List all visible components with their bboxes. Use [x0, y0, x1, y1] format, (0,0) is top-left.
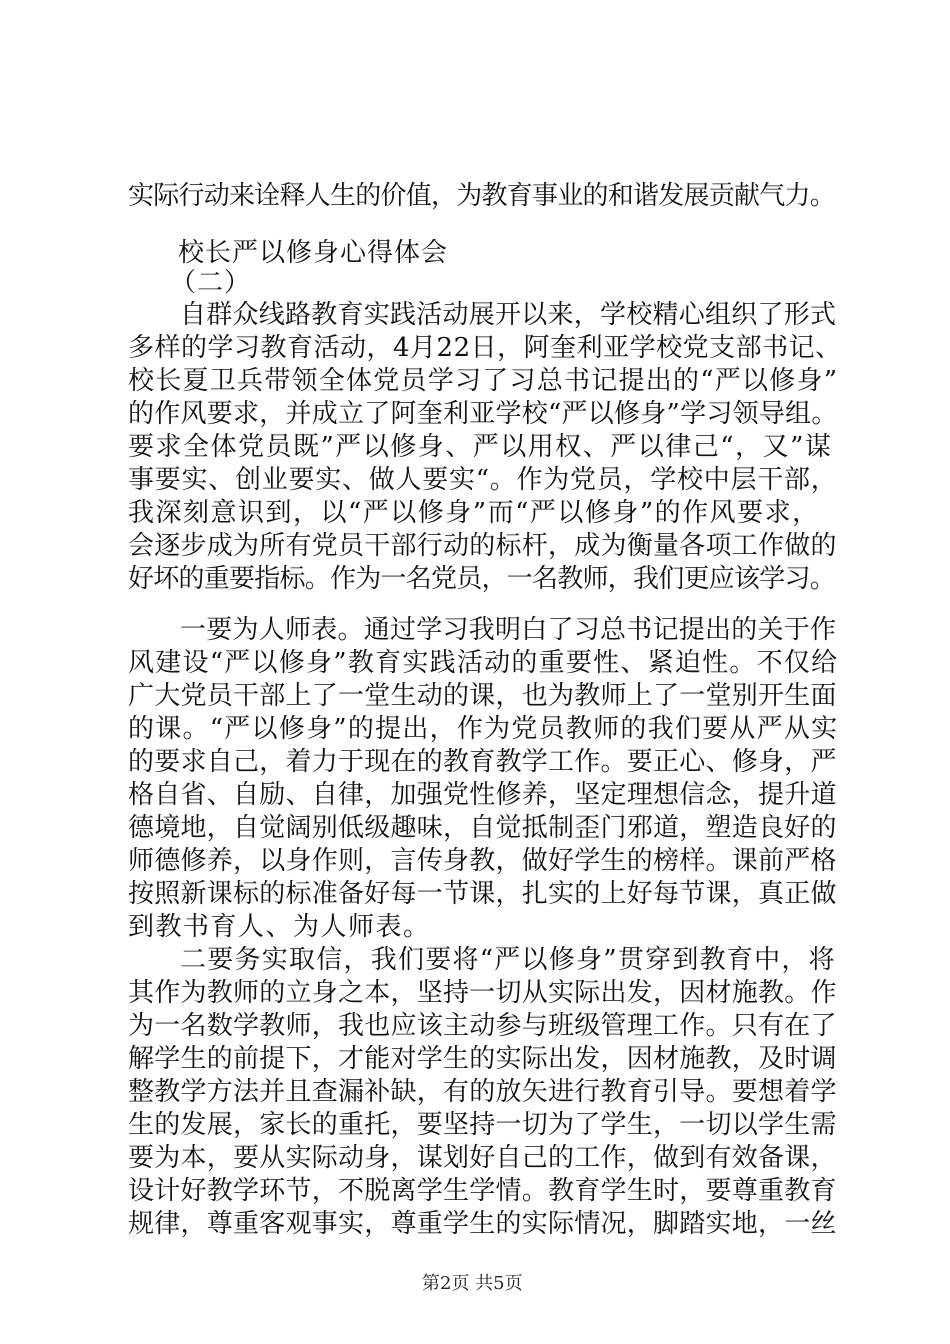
article-number: （二）: [170, 268, 252, 298]
paragraph-2-line: 一要为人师表。通过学习我明白了习总书记提出的关于作: [180, 615, 837, 645]
paragraph-2-line: 师德修养，以身作则，言传身教，做好学生的榜样。课前严格: [128, 846, 837, 876]
paragraph-2-line: 到教书育人、为人师表。: [128, 912, 431, 942]
paragraph-2-line: 按照新课标的标准备好每一节课，扎实的上好每节课，真正做: [128, 879, 837, 909]
paragraph-1-line: 好坏的重要指标。作为一名党员，一名教师，我们更应该学习。: [128, 564, 836, 594]
article-title: 校长严以修身心得体会: [178, 238, 449, 268]
paragraph-1-line: 事要实、创业要实、做人要实“。作为党员，学校中层干部，: [128, 465, 838, 495]
paragraph-2-line: 的课。“严以修身”的提出，作为党员教师的我们要从严从实: [128, 714, 839, 744]
paragraph-3-line: 规律，尊重客观事实，尊重学生的实际情况，脚踏实地，一丝: [128, 1209, 837, 1239]
page-number-footer: 第2页 共5页: [422, 1273, 523, 1294]
paragraph-3-line: 整教学方法并且查漏补缺，有的放矢进行教育引导。要想着学: [128, 1077, 837, 1107]
paragraph-2-line: 格自省、自励、自律，加强党性修养，坚定理想信念，提升道: [128, 780, 837, 810]
paragraph-1-line: 自群众线路教育实践活动展开以来，学校精心组织了形式: [180, 300, 837, 330]
paragraph-3-line: 生的发展，家长的重托，要坚持一切为了学生，一切以学生需: [128, 1110, 837, 1140]
paragraph-1-line: 的作风要求，并成立了阿奎利亚学校“严以修身”学习领导组。: [128, 399, 838, 429]
paragraph-2-line: 风建设“严以修身”教育实践活动的重要性、紧迫性。不仅给: [128, 648, 839, 678]
paragraph-1-line: 多样的学习教育活动，4月22日，阿奎利亚学校党支部书记、: [128, 333, 842, 363]
paragraph-3-line: 其作为教师的立身之本，坚持一切从实际出发，因材施教。作: [128, 978, 837, 1008]
paragraph-2-line: 德境地，自觉阔别低级趣味，自觉抵制歪门邪道，塑造良好的: [128, 813, 837, 843]
paragraph-1-line: 校长夏卫兵带领全体党员学习了习总书记提出的“严以修身”: [128, 366, 839, 396]
carryover-line: 实际行动来诠释人生的价值，为教育事业的和谐发展贡献气力。: [128, 181, 836, 211]
paragraph-1-line: 会逐步成为所有党员干部行动的标杆，成为衡量各项工作做的: [128, 531, 837, 561]
paragraph-3-line: 为一名数学教师，我也应该主动参与班级管理工作。只有在了: [128, 1011, 837, 1041]
paragraph-2-line: 的要求自己，着力于现在的教育教学工作。要正心、修身，严: [128, 747, 837, 777]
paragraph-1-line: 我深刻意识到，以“严以修身”而“严以修身”的作风要求，: [128, 498, 820, 528]
paragraph-2-line: 广大党员干部上了一堂生动的课，也为教师上了一堂别开生面: [128, 681, 837, 711]
paragraph-3-line: 解学生的前提下，才能对学生的实际出发，因材施教，及时调: [128, 1044, 837, 1074]
paragraph-3-line: 设计好教学环节，不脱离学生学情。教育学生时，要尊重教育: [128, 1176, 837, 1206]
paragraph-3-line: 二要务实取信，我们要将“严以修身”贯穿到教育中，将: [180, 945, 836, 975]
paragraph-1-line: 要求全体党员既”严以修身、严以用权、严以律己“，又”谋: [128, 432, 833, 462]
paragraph-3-line: 要为本，要从实际动身，谋划好自己的工作，做到有效备课，: [128, 1143, 837, 1173]
